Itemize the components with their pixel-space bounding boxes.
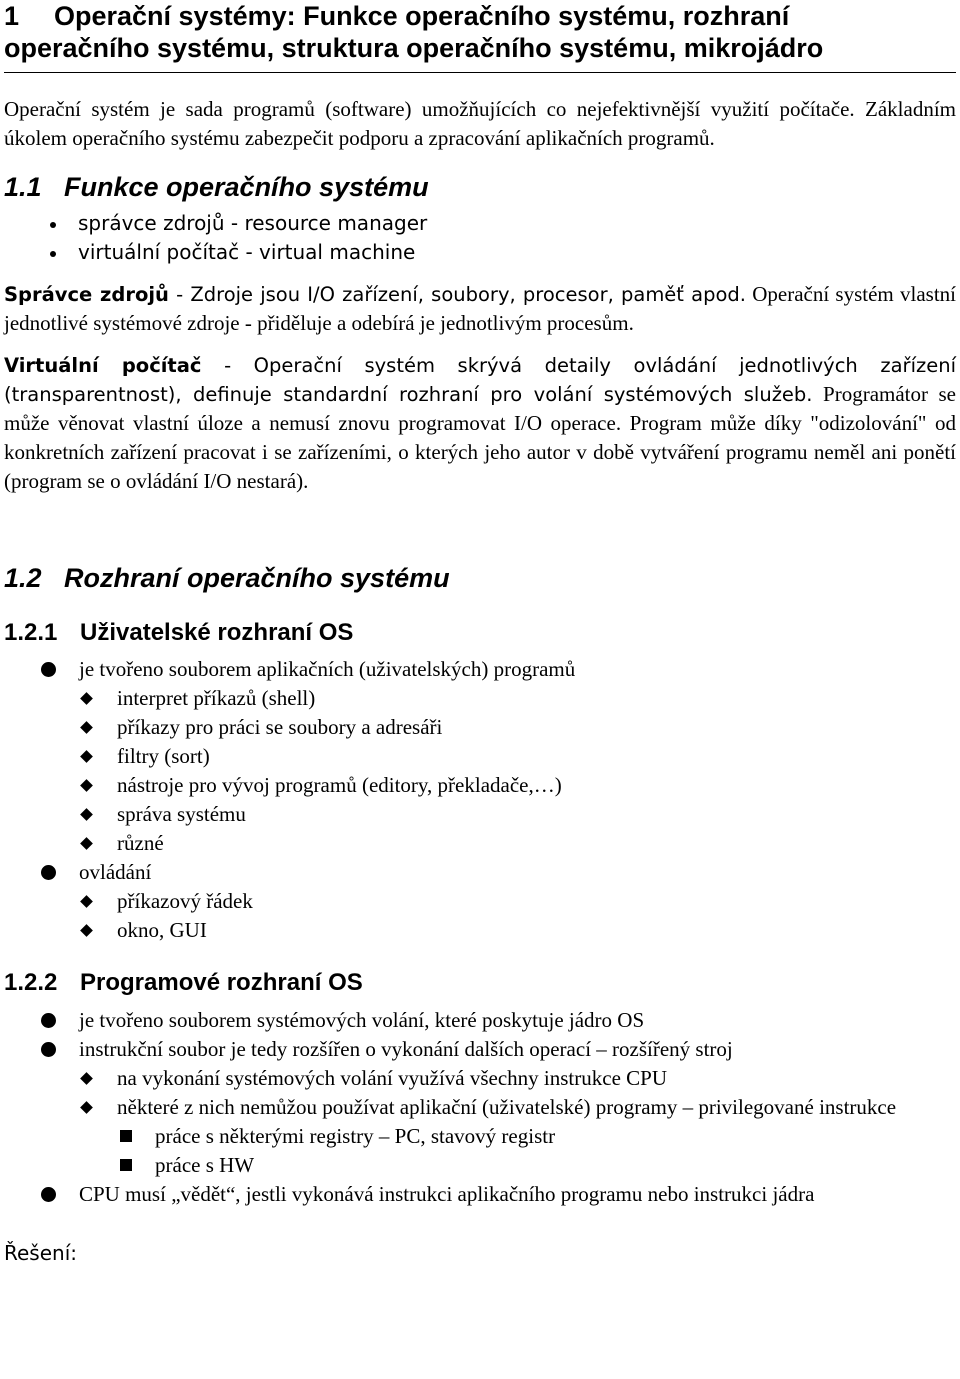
chapter-number: 1 (4, 1, 20, 31)
list-item (79, 829, 956, 858)
paragraph-text: - Zdroje jsou I/O zařízení, soubory, procesor, paměť apod. (168, 283, 746, 306)
list-item-text: instrukční soubor je tedy rozšířen o vykonání dalších operací – rozšířený stroj (79, 1037, 733, 1061)
diamond-bullet-icon (80, 1101, 93, 1114)
paragraph-text: - Operační systém skrývá detaily ovládání jednotlivých zařízení (transparentnost), definuje standardní rozhraní pro volání systémových služeb. (4, 354, 957, 406)
solution-label: Řešení: (4, 1241, 77, 1265)
diamond-bullet-icon (80, 837, 93, 850)
list-item-text: správa systému (117, 802, 246, 826)
chapter-title-line1: Operační systémy: Funkce operačního systému, rozhraní (54, 1, 790, 31)
resource-manager-paragraph (4, 280, 956, 338)
list-item-text: interpret příkazů (shell) (117, 686, 316, 710)
list-item-text: práce s některými registry – PC, stavový registr (155, 1124, 556, 1148)
intro-paragraph: Operační systém je sada programů (software) umožňujících co nejefektivnější využití počítače. Základním úkolem operačního systému zabezpečit podporu a zpracování aplikačních programů. (4, 97, 956, 150)
section-heading-1-2 (4, 562, 956, 594)
list-item-text: příkazový řádek (117, 889, 253, 913)
term-resource-manager: Správce zdrojů (4, 283, 169, 306)
list-item (4, 1035, 956, 1180)
diamond-bullet-icon (80, 750, 93, 763)
list-item: správce zdrojů - resource manager (4, 209, 956, 238)
list-item-text: různé (117, 831, 164, 855)
section-number: 1.2 (4, 563, 42, 593)
square-bullet-icon (120, 1130, 132, 1142)
list-item (4, 1180, 956, 1209)
section-heading-1-2-1 (4, 618, 956, 648)
sublist (79, 684, 956, 858)
section-title: Programové rozhraní OS (80, 969, 363, 996)
paragraph-text: Programátor se může věnovat vlastní úloze a nemusí znovu programovat I/O operace. Program může díky "odizolování" od konkretních zařízení pracovat i se zařízeními, o kterých jeho autor v době vytváření programu neměl ani ponětí (program se o ovládání I/O nestará). (4, 382, 956, 493)
list-item (4, 1006, 956, 1035)
list-item-text: na vykonání systémových volání využívá všechny instrukce CPU (117, 1066, 667, 1090)
list-item (79, 771, 956, 800)
diamond-bullet-icon (80, 692, 93, 705)
round-bullet-icon (41, 1187, 56, 1202)
list-item: virtuální počítač - virtual machine (4, 238, 956, 267)
programming-interface-list (4, 1006, 956, 1209)
list-item (117, 1151, 956, 1180)
list-item (79, 916, 956, 945)
list-item (79, 1064, 956, 1093)
list-item (117, 1122, 956, 1151)
section-title: Uživatelské rozhraní OS (80, 619, 354, 646)
list-item (79, 742, 956, 771)
list-item (79, 800, 956, 829)
list-item (79, 684, 956, 713)
section-1-1-body (4, 209, 956, 496)
term-virtual-machine: Virtuální počítač (4, 354, 202, 377)
diamond-bullet-icon (80, 808, 93, 821)
section-title: Rozhraní operačního systému (64, 563, 450, 593)
list-item-text: je tvořeno souborem systémových volání, které poskytuje jádro OS (79, 1008, 645, 1032)
section-number: 1.2.2 (4, 969, 58, 996)
list-item (4, 858, 956, 945)
list-item-text: CPU musí „vědět“, jestli vykonává instrukci aplikačního programu nebo instrukci jádra (79, 1182, 815, 1206)
list-item (79, 713, 956, 742)
list-item-text: práce s HW (155, 1153, 255, 1177)
diamond-bullet-icon (80, 1072, 93, 1085)
diamond-bullet-icon (80, 895, 93, 908)
paragraph-text: Operační systém vlastní jednotlivé systémové zdroje - přiděluje a odebírá je jednotlivým procesům. (4, 282, 956, 335)
section-number: 1.2.1 (4, 619, 58, 646)
list-item (4, 655, 956, 858)
sublist (117, 1122, 956, 1180)
function-list (4, 209, 956, 267)
sublist (79, 887, 956, 945)
round-bullet-icon (41, 865, 56, 880)
diamond-bullet-icon (80, 924, 93, 937)
chapter-heading (4, 0, 956, 64)
list-item-text: nástroje pro vývoj programů (editory, překladače,…) (117, 773, 562, 797)
list-item (79, 887, 956, 916)
list-item (79, 1093, 956, 1180)
virtual-machine-paragraph (4, 351, 956, 496)
chapter-title-line2: operačního systému, struktura operačního systému, mikrojádro (4, 33, 824, 63)
round-bullet-icon (41, 1013, 56, 1028)
list-item-text: je tvořeno souborem aplikačních (uživatelských) programů (79, 657, 576, 681)
diamond-bullet-icon (80, 721, 93, 734)
section-heading-1-2-2 (4, 968, 956, 998)
section-number: 1.1 (4, 172, 42, 202)
list-item-text: příkazy pro práci se soubory a adresáři (117, 715, 443, 739)
section-title: Funkce operačního systému (64, 172, 429, 202)
square-bullet-icon (120, 1159, 132, 1171)
sublist (79, 1064, 956, 1180)
user-interface-list (4, 655, 956, 945)
round-bullet-icon (41, 1042, 56, 1057)
heading-divider (4, 72, 956, 73)
list-item-text: filtry (sort) (117, 744, 210, 768)
list-item-text: okno, GUI (117, 918, 207, 942)
diamond-bullet-icon (80, 779, 93, 792)
list-item-text: ovládání (79, 860, 152, 884)
section-heading-1-1 (4, 171, 956, 203)
round-bullet-icon (41, 662, 56, 677)
list-item-text: některé z nich nemůžou používat aplikační (uživatelské) programy – privilegované instrukce (117, 1095, 897, 1119)
